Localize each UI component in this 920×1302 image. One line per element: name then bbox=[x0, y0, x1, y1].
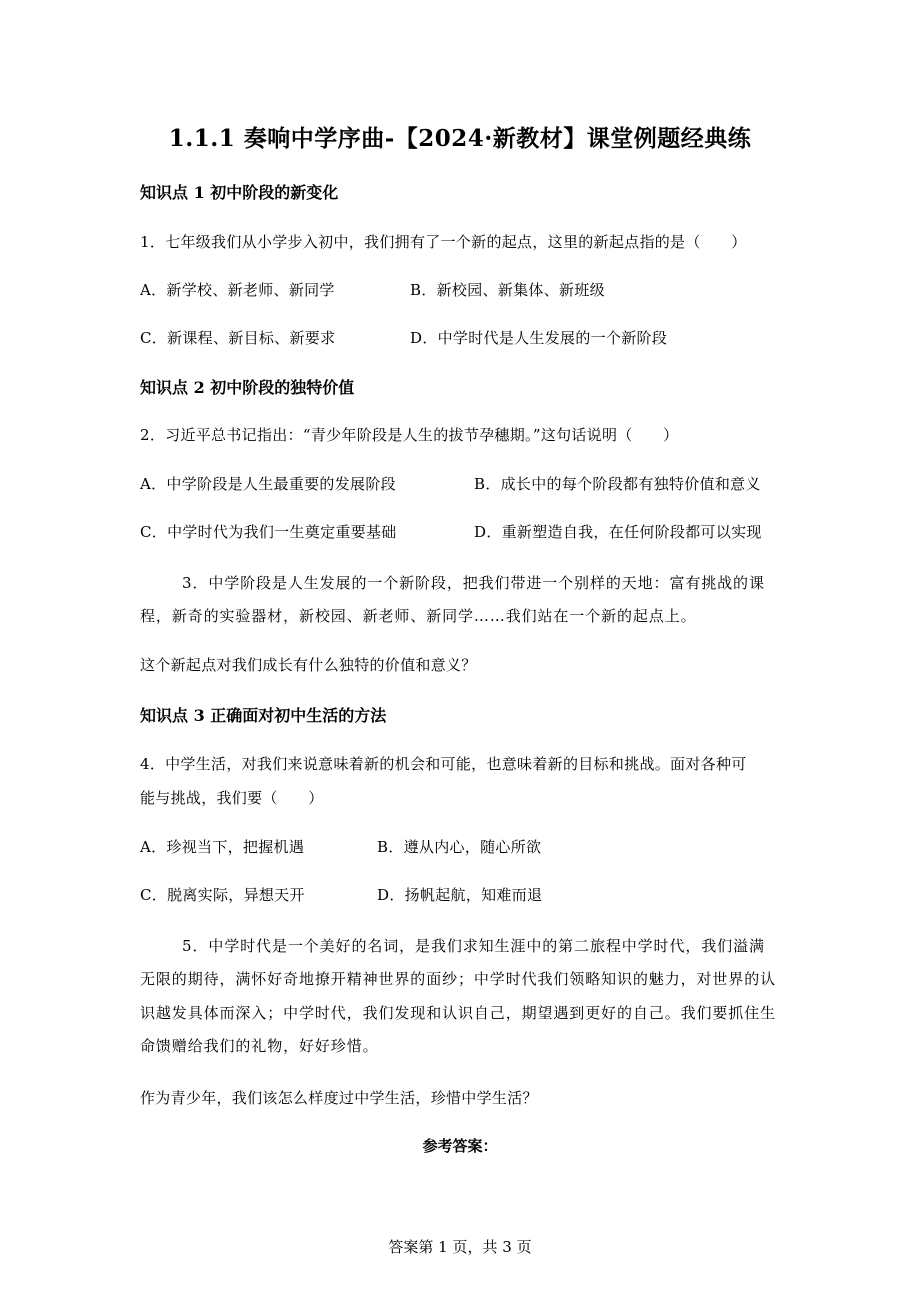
question-2-option-a: A．中学阶段是人生最重要的发展阶段 bbox=[140, 475, 396, 493]
question-4-option-a: A．珍视当下，把握机遇 bbox=[140, 838, 305, 856]
section-heading-3: 知识点 3 正确面对初中生活的方法 bbox=[140, 706, 387, 725]
question-2-stem: 2．习近平总书记指出：“青少年阶段是人生的拔节孕穗期。”这句话说明（ ） bbox=[140, 426, 679, 444]
question-1-option-d: D．中学时代是人生发展的一个新阶段 bbox=[410, 329, 668, 347]
question-5-line-1: 5．中学时代是一个美好的名词，是我们求知生涯中的第二旅程中学时代，我们溢满 bbox=[182, 937, 765, 955]
question-1-stem: 1．七年级我们从小学步入初中，我们拥有了一个新的起点，这里的新起点指的是（ ） bbox=[140, 233, 747, 251]
question-4-line-2: 能与挑战，我们要（ ） bbox=[140, 789, 324, 807]
question-1-option-b: B．新校园、新集体、新班级 bbox=[410, 281, 605, 299]
question-2-option-c: C．中学时代为我们一生奠定重要基础 bbox=[140, 523, 397, 541]
question-1-option-a: A．新学校、新老师、新同学 bbox=[140, 281, 335, 299]
section-heading-2: 知识点 2 初中阶段的独特价值 bbox=[140, 378, 355, 397]
page-title: 1.1.1 奏响中学序曲-【2024·新教材】课堂例题经典练 bbox=[168, 125, 752, 152]
question-5-line-3: 识越发具体而深入；中学时代，我们发现和认识自己，期望遇到更好的自己。我们要抓住生 bbox=[140, 1004, 777, 1022]
page-footer: 答案第 1 页，共 3 页 bbox=[388, 1238, 532, 1256]
question-4-option-d: D．扬帆起航，知难而退 bbox=[377, 886, 543, 904]
question-1-option-c: C．新课程、新目标、新要求 bbox=[140, 329, 336, 347]
question-3-line-2: 程，新奇的实验器材，新校园、新老师、新同学……我们站在一个新的起点上。 bbox=[140, 607, 697, 625]
question-2-option-b: B．成长中的每个阶段都有独特价值和意义 bbox=[474, 475, 761, 493]
question-4-option-c: C．脱离实际，异想天开 bbox=[140, 886, 305, 904]
question-3-line-1: 3．中学阶段是人生发展的一个新阶段，把我们带进一个别样的天地：富有挑战的课 bbox=[182, 574, 765, 592]
question-4-line-1: 4．中学生活，对我们来说意味着新的机会和可能，也意味着新的目标和挑战。面对各种可 bbox=[140, 755, 747, 773]
question-5-line-2: 无限的期待，满怀好奇地撩开精神世界的面纱；中学时代我们领略知识的魅力，对世界的认 bbox=[140, 970, 777, 988]
section-heading-1: 知识点 1 初中阶段的新变化 bbox=[140, 183, 339, 202]
question-4-option-b: B．遵从内心，随心所欲 bbox=[377, 838, 542, 856]
question-5-prompt: 作为青少年，我们该怎么样度过中学生活，珍惜中学生活？ bbox=[140, 1089, 538, 1107]
answer-heading: 参考答案： bbox=[422, 1137, 498, 1155]
question-5-line-4: 命馈赠给我们的礼物，好好珍惜。 bbox=[140, 1037, 379, 1055]
question-2-option-d: D．重新塑造自我，在任何阶段都可以实现 bbox=[474, 523, 762, 541]
question-3-prompt: 这个新起点对我们成长有什么独特的价值和意义？ bbox=[140, 656, 477, 674]
